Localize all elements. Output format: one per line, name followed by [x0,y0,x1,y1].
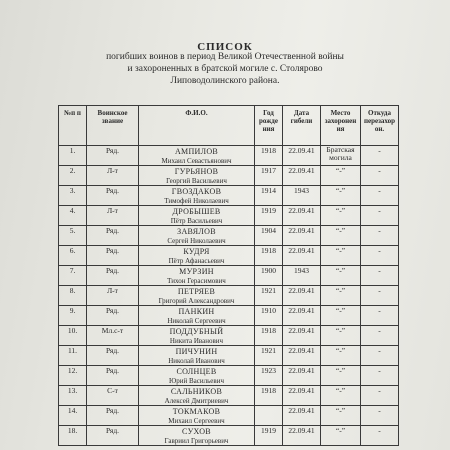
given-names: Михаил Сергеевич [168,417,225,425]
surname: САЛЬНИКОВ [170,387,223,396]
death-date: 1943 [283,266,321,286]
table-row [59,286,399,306]
table-row [59,366,399,386]
table-row [59,386,399,406]
birth-year: 1919 [255,426,283,446]
death-date: 22.09.41 [283,426,321,446]
surname: ГВОЗДАКОВ [171,187,222,196]
military-rank: Ряд. [87,346,139,366]
full-name [139,366,255,386]
reburied-from: - [361,326,399,346]
birth-year: 1900 [255,266,283,286]
table-row [59,166,399,186]
table-header-row [59,106,399,146]
birth-year: 1921 [255,286,283,306]
reburied-from: - [361,366,399,386]
table-row [59,406,399,426]
death-date: 22.09.41 [283,406,321,426]
military-rank: Ряд. [87,406,139,426]
heading-line-1: погибших воинов в период Великой Отечественной войны [106,52,344,62]
burial-place: “-” [321,326,361,346]
given-names: Михаил Севастьянович [161,157,232,165]
given-names: Николай Сергеевич [167,317,226,325]
surname: СОЛНЦЕВ [176,367,217,376]
reburied-from: - [361,426,399,446]
military-rank: Л-т [87,206,139,226]
military-rank: Л-т [87,166,139,186]
header-number: №п п [59,106,87,146]
table-row [59,306,399,326]
burial-place: “-” [321,286,361,306]
birth-year: 1917 [255,166,283,186]
full-name [139,426,255,446]
burial-place: “-” [321,306,361,326]
burial-place: “-” [321,206,361,226]
birth-year: 1921 [255,346,283,366]
row-number: 8. [59,286,87,306]
birth-year: 1918 [255,386,283,406]
table-row [59,346,399,366]
reburied-from: - [361,266,399,286]
header-reburied-from: Откуда перезахор он. [361,106,399,146]
burial-roster-table [58,105,399,446]
row-number: 6. [59,246,87,266]
given-names: Николай Иванович [168,357,225,365]
row-number: 14. [59,406,87,426]
full-name [139,386,255,406]
given-names: Григорий Александрович [158,297,235,305]
birth-year: 1910 [255,306,283,326]
row-number: 11. [59,346,87,366]
given-names: Сергей Николаевич [167,237,226,245]
death-date: 22.09.41 [283,226,321,246]
military-rank: Ряд. [87,306,139,326]
header-birth-year: Год рожде ния [255,106,283,146]
reburied-from: - [361,226,399,246]
given-names: Тимофей Николаевич [164,197,229,205]
death-date: 22.09.41 [283,326,321,346]
death-date: 22.09.41 [283,206,321,226]
surname: ДРОБЫШЕВ [172,207,221,216]
burial-place: “-” [321,346,361,366]
full-name [139,246,255,266]
surname: ПИЧУНИН [175,347,218,356]
row-number: 4. [59,206,87,226]
surname: ПАНКИН [178,307,215,316]
birth-year: 1918 [255,246,283,266]
table-row [59,206,399,226]
table-row [59,426,399,446]
full-name [139,406,255,426]
surname: ГУРЬЯНОВ [174,167,219,176]
heading-line-3: Липоводолинского района. [170,76,280,86]
burial-place: “-” [321,246,361,266]
header-burial-place: Место захоронен ия [321,106,361,146]
document-title: СПИСОК [197,41,253,53]
table-row [59,186,399,206]
birth-year: 1914 [255,186,283,206]
given-names: Гавриил Григорьевич [164,437,229,445]
reburied-from: - [361,146,399,166]
surname: АМПИЛОВ [174,147,219,156]
birth-year: 1919 [255,206,283,226]
burial-place: “-” [321,266,361,286]
header-death-date: Дата гибели [283,106,321,146]
full-name [139,306,255,326]
table-row [59,146,399,166]
full-name [139,146,255,166]
row-number: 5. [59,226,87,246]
table-row [59,326,399,346]
birth-year: 1923 [255,366,283,386]
reburied-from: - [361,166,399,186]
full-name [139,226,255,246]
given-names: Юрий Васильевич [169,377,224,385]
death-date: 1943 [283,186,321,206]
military-rank: Ряд. [87,266,139,286]
military-rank: Л-т [87,286,139,306]
full-name [139,206,255,226]
military-rank: Ряд. [87,226,139,246]
surname: КУДРЯ [183,247,210,256]
reburied-from: - [361,346,399,366]
surname: ЗАВЯЛОВ [177,227,216,236]
military-rank: С-т [87,386,139,406]
surname: МУРЗИН [179,267,214,276]
full-name [139,186,255,206]
surname: ПЕТРЯЕВ [177,287,216,296]
burial-place: “-” [321,226,361,246]
military-rank: Ряд. [87,426,139,446]
death-date: 22.09.41 [283,346,321,366]
death-date: 22.09.41 [283,386,321,406]
surname: СУХОВ [182,427,211,436]
given-names: Никита Иванович [169,337,224,345]
military-rank: Ряд. [87,186,139,206]
table-row [59,226,399,246]
header-rank: Воинское звание [87,106,139,146]
full-name [139,266,255,286]
burial-place: “-” [321,366,361,386]
birth-year: 1904 [255,226,283,246]
military-rank: Ряд. [87,246,139,266]
row-number: 3. [59,186,87,206]
full-name [139,326,255,346]
table-row [59,246,399,266]
row-number: 12. [59,366,87,386]
burial-place: “-” [321,406,361,426]
row-number: 9. [59,306,87,326]
heading-line-2: и захороненных в братской могиле с. Столярово [127,64,323,74]
military-rank: Ряд. [87,146,139,166]
full-name [139,286,255,306]
reburied-from: - [361,286,399,306]
reburied-from: - [361,186,399,206]
military-rank: Ряд. [87,366,139,386]
table-body [59,146,399,446]
surname: ПОДДУБНЫЙ [169,327,224,336]
row-number: 13. [59,386,87,406]
burial-place: Братская могила [321,146,361,166]
row-number: 1. [59,146,87,166]
table-row [59,266,399,286]
death-date: 22.09.41 [283,146,321,166]
military-rank: Мл.с-т [87,326,139,346]
reburied-from: - [361,306,399,326]
reburied-from: - [361,406,399,426]
birth-year [255,406,283,426]
death-date: 22.09.41 [283,246,321,266]
given-names: Алексей Дмитриевич [164,397,229,405]
full-name [139,346,255,366]
burial-place: “-” [321,186,361,206]
given-names: Тихон Герасимович [167,277,226,285]
row-number: 10. [59,326,87,346]
birth-year: 1918 [255,146,283,166]
row-number: 7. [59,266,87,286]
surname: ТОКМАКОВ [172,407,221,416]
birth-year: 1918 [255,326,283,346]
reburied-from: - [361,246,399,266]
burial-place: “-” [321,166,361,186]
header-full-name: Ф.И.О. [139,106,255,146]
reburied-from: - [361,206,399,226]
death-date: 22.09.41 [283,166,321,186]
full-name [139,166,255,186]
burial-place: “-” [321,426,361,446]
death-date: 22.09.41 [283,286,321,306]
given-names: Пётр Васильевич [170,217,223,225]
given-names: Георгий Васильевич [166,177,227,185]
burial-place: “-” [321,386,361,406]
row-number: 2. [59,166,87,186]
given-names: Пётр Афанасьевич [168,257,225,265]
row-number: 18. [59,426,87,446]
reburied-from: - [361,386,399,406]
death-date: 22.09.41 [283,306,321,326]
death-date: 22.09.41 [283,366,321,386]
